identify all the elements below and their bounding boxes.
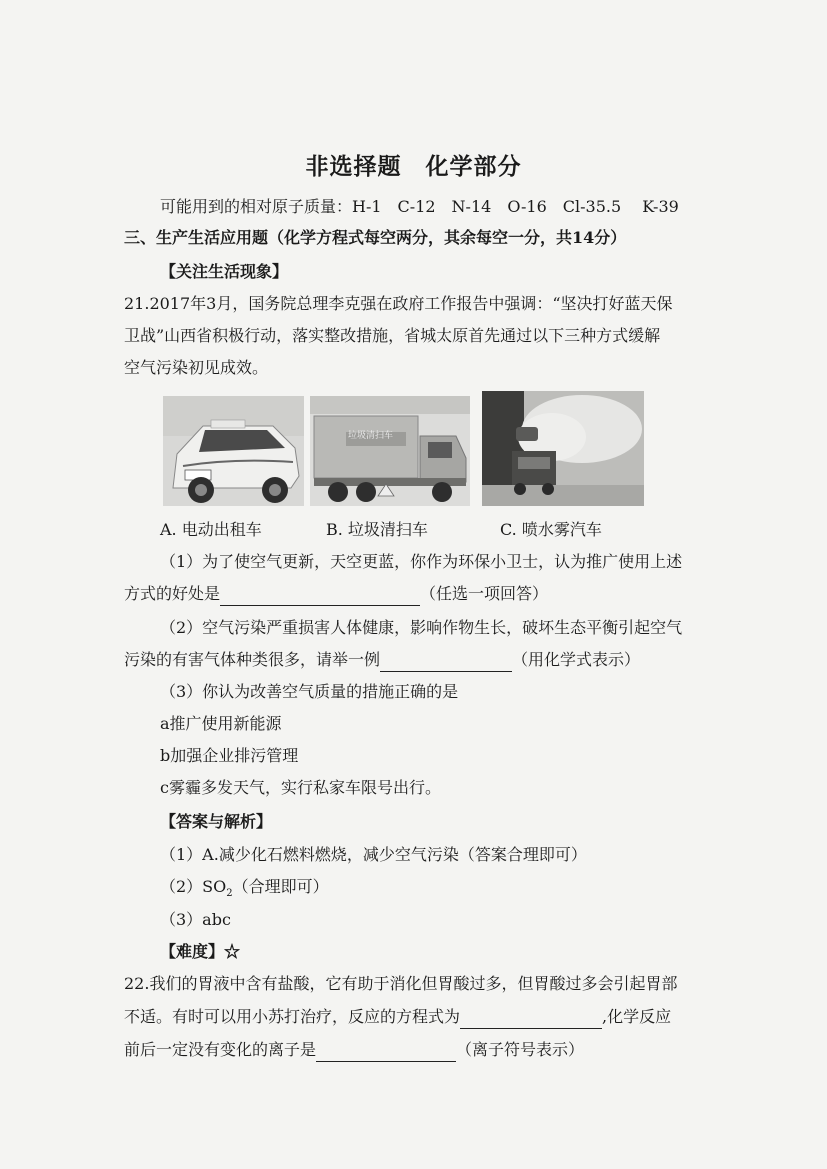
answer-blank-1[interactable] — [220, 587, 420, 606]
atomic-masses: 可能用到的相对原子质量：H-1 C-12 N-14 O-16 Cl-35.5 K-39 — [160, 197, 679, 216]
answer-1: （1）A.减少化石燃料燃烧，减少空气污染（答案合理即可） — [160, 845, 587, 864]
q21-text-line2: 卫战”山西省积极行动，落实整改措施，省城太原首先通过以下三种方式缓解 — [124, 326, 661, 345]
q22-line2-suffix: ,化学反应 — [602, 1007, 672, 1026]
page-title: 非选择题 化学部分 — [305, 153, 522, 180]
q21-part2-line2 — [124, 648, 640, 672]
answer-2-prefix: （2）SO — [160, 877, 227, 896]
caption-c: C. 喷水雾汽车 — [500, 520, 602, 539]
caption-b: B. 垃圾清扫车 — [326, 520, 428, 539]
part1-prefix: 方式的好处是 — [124, 584, 221, 603]
q21-part1-line1: （1）为了使空气更新，天空更蓝，你作为环保小卫士，认为推广使用上述 — [160, 552, 683, 571]
part2-suffix: （用化学式表示） — [512, 650, 641, 669]
answer-3: （3）abc — [160, 910, 231, 929]
answer-blank-3[interactable] — [460, 1010, 602, 1029]
difficulty-rating: 【难度】☆ — [160, 942, 241, 961]
focus-heading: 【关注生活现象】 — [160, 262, 289, 281]
caption-a: A. 电动出租车 — [160, 520, 262, 539]
q21-part1-line2 — [124, 582, 548, 606]
part2-prefix: 污染的有害气体种类很多，请举一例 — [124, 650, 381, 669]
answer-2-suffix: （合理即可） — [232, 877, 329, 896]
part1-suffix: （任选一项回答） — [420, 584, 549, 603]
q21-part2-line1: （2）空气污染严重损害人体健康，影响作物生长，破坏生态平衡引起空气 — [160, 618, 683, 637]
mist-cannon-truck-image — [482, 391, 644, 506]
q22-text-line1: 22.我们的胃液中含有盐酸，它有助于消化但胃酸过多，但胃酸过多会引起胃部 — [124, 974, 678, 993]
answer-2-subscript: 2 — [226, 888, 233, 900]
answer-blank-2[interactable] — [380, 653, 512, 672]
q22-text-line3 — [124, 1038, 584, 1062]
q22-line2-prefix: 不适。有时可以用小苏打治疗，反应的方程式为 — [124, 1007, 461, 1026]
sweeper-truck-image — [310, 396, 470, 506]
option-c: c雾霾多发天气，实行私家车限号出行。 — [160, 778, 441, 797]
option-a: a推广使用新能源 — [160, 714, 282, 733]
answer-heading: 【答案与解析】 — [160, 812, 273, 831]
option-b: b加强企业排污管理 — [160, 746, 299, 765]
answer-blank-4[interactable] — [316, 1043, 456, 1062]
q21-part3: （3）你认为改善空气质量的措施正确的是 — [160, 682, 459, 701]
electric-taxi-image — [163, 396, 304, 506]
q21-text-line1: 21.2017年3月，国务院总理李克强在政府工作报告中强调：“坚决打好蓝天保 — [124, 294, 673, 313]
q22-line3-suffix: （离子符号表示） — [456, 1040, 585, 1059]
section-heading: 三、生产生活应用题（化学方程式每空两分，其余每空一分，共14分） — [124, 228, 627, 247]
answer-2 — [160, 875, 329, 906]
q22-text-line2 — [124, 1005, 671, 1029]
q22-line3-prefix: 前后一定没有变化的离子是 — [124, 1040, 317, 1059]
truck-sign-label: 垃圾清扫车 — [348, 431, 394, 441]
q21-text-line3: 空气污染初见成效。 — [124, 358, 269, 377]
